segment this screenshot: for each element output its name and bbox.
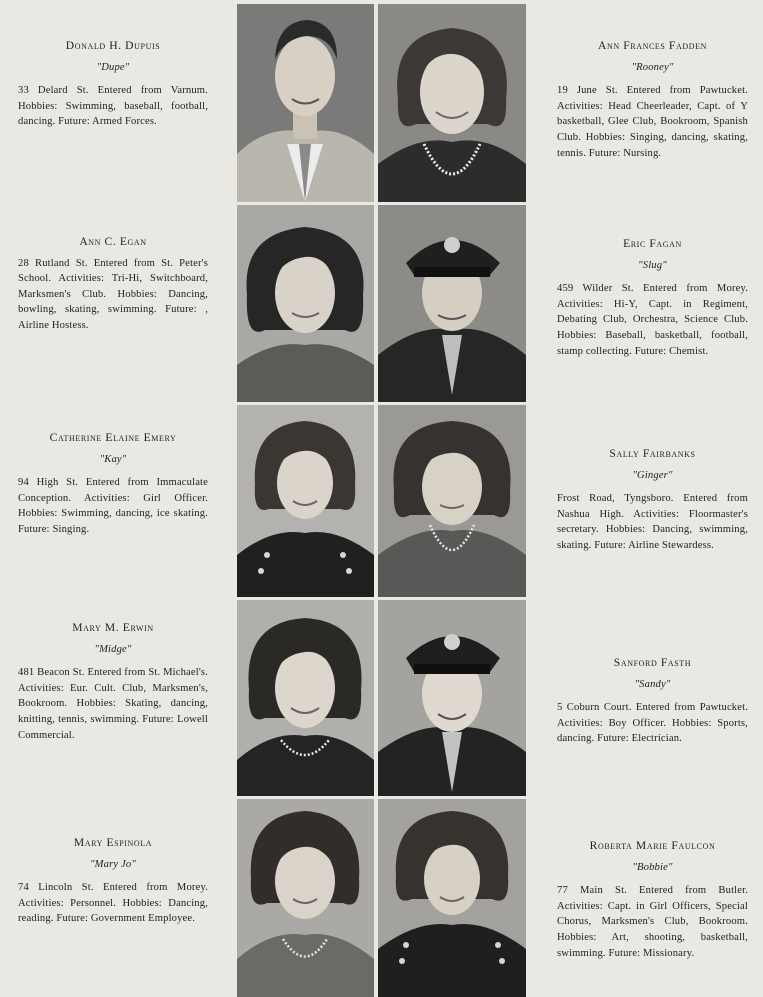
student-bio: 33 Delard St. Entered from Varnum. Hobbies: Swimming, baseball, football, dancing. Future: Armed Forces. [18, 85, 208, 128]
portrait-photo-emery [237, 405, 374, 597]
portrait-photo-erwin [237, 600, 374, 796]
bio-block-dupuis [18, 38, 208, 130]
student-bio: 74 Lincoln St. Entered from Morey. Activities: Personnel. Hobbies: Dancing, reading. Future: Government Employee. [18, 882, 208, 925]
portrait-photo-fairbanks [378, 405, 526, 597]
student-name: Donald H. Dupuis [65, 39, 161, 52]
bio-block-fagan [557, 236, 748, 359]
student-name: Catherine Elaine Emery [49, 431, 177, 444]
bio-block-fadden [557, 38, 748, 161]
student-bio: Frost Road, Tyngsboro. Entered from Nashua High. Activities: Floormaster's secretary. Hobbies: Dancing, swimming, skating. Future: Airline Stewardess. [557, 493, 748, 551]
bio-block-espinola [18, 835, 208, 927]
student-name: Mary Espinola [73, 836, 153, 849]
portrait-photo-faulcon [378, 799, 526, 997]
student-name: Mary M. Erwin [72, 621, 154, 634]
student-bio: 459 Wilder St. Entered from Morey. Activities: Hi-Y, Capt. in Regiment, Debating Club, Orchestra, Science Club. Hobbies: Baseball, basketball, football, stamp collecting. Future: Chemist. [557, 283, 748, 357]
student-name: Ann Frances Fadden [598, 39, 707, 52]
student-name: Ann C. Egan [79, 235, 147, 248]
bio-block-emery [18, 430, 208, 538]
student-bio: 481 Beacon St. Entered from St. Michael's. Activities: Eur. Cult. Club, Marksmen's, Bookroom. Hobbies: Skating, dancing, knitting, tennis, swimming. Future: Lowell Commercial. [18, 667, 208, 741]
portrait-photo-fasth [378, 600, 526, 796]
bio-block-fairbanks [557, 446, 748, 554]
student-bio: 77 Main St. Entered from Butler. Activities: Capt. in Girl Officers, Special Chorus, Marksmen's Club, Bookroom. Hobbies: Art, shooting, basketball, swimming. Future: Missionary. [557, 885, 748, 959]
student-nickname: "Ginger" [632, 469, 673, 481]
student-bio: 19 June St. Entered from Pawtucket. Activities: Head Cheerleader, Capt. of Y basketball, Glee Club, Bookroom, Spanish Club. Hobbies: Singing, dancing, skating, tennis. Future: Nursing. [557, 85, 748, 159]
student-nickname: "Mary Jo" [90, 858, 136, 870]
bio-block-erwin [18, 620, 208, 743]
student-bio: 28 Rutland St. Entered from St. Peter's School. Activities: Tri-Hi, Switchboard, Marksmen's Club. Hobbies: Dancing, bowling, skating, swimming. Future: , Airline Hostess. [18, 257, 208, 331]
student-nickname: "Bobbie" [632, 861, 673, 873]
student-bio: 5 Coburn Court. Entered from Pawtucket. Activities: Boy Officer. Hobbies: Sports, dancing. Future: Electrician. [557, 702, 748, 745]
bio-block-fasth [557, 655, 748, 747]
bio-block-egan [18, 234, 208, 334]
student-nickname: "Midge" [94, 643, 132, 655]
student-nickname: "Slug" [638, 259, 667, 271]
student-bio: 94 High St. Entered from Immaculate Conception. Activities: Girl Officer. Hobbies: Swimming, dancing, ice skating. Future: Singing. [18, 477, 208, 535]
student-nickname: "Dupe" [96, 61, 130, 73]
student-nickname: "Rooney" [631, 61, 674, 73]
student-nickname: "Sandy" [634, 678, 671, 690]
student-name: Roberta Marie Faulcon [589, 839, 716, 852]
portrait-photo-fagan [378, 205, 526, 402]
portrait-photo-egan [237, 205, 374, 402]
student-name: Sally Fairbanks [609, 447, 696, 460]
student-name: Eric Fagan [623, 237, 682, 250]
bio-block-faulcon [557, 838, 748, 961]
portrait-photo-dupuis [237, 4, 374, 202]
portrait-photo-fadden [378, 4, 526, 202]
student-name: Sanford Fasth [613, 656, 692, 669]
student-nickname: "Kay" [99, 453, 127, 465]
portrait-photo-espinola [237, 799, 374, 997]
